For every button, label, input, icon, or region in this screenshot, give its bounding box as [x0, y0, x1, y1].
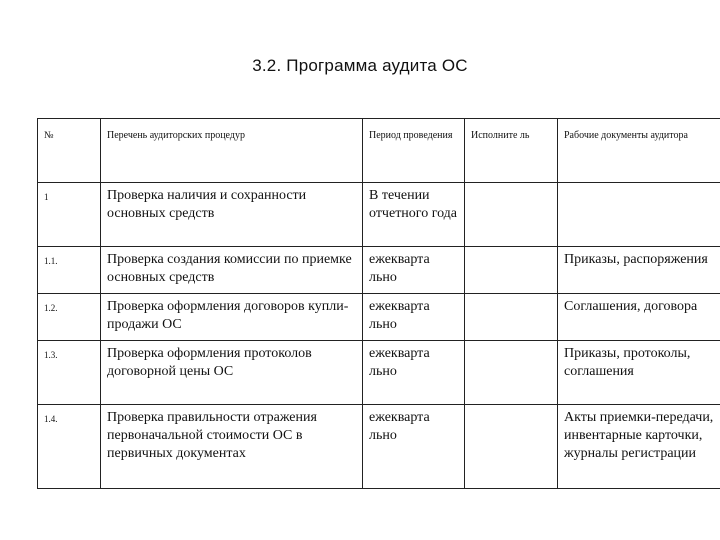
row-executor — [465, 294, 558, 341]
header-number: № — [38, 119, 101, 183]
row-documents: Приказы, распоряжения — [558, 247, 720, 294]
header-executor: Исполните ль — [465, 119, 558, 183]
table-header-row — [38, 119, 720, 183]
row-executor — [465, 405, 558, 489]
row-documents: Соглашения, договора — [558, 294, 720, 341]
row-documents: Приказы, протоколы, соглашения — [558, 341, 720, 405]
row-procedure: Проверка оформления договоров купли-продажи ОС — [101, 294, 363, 341]
table-row — [38, 294, 720, 341]
row-procedure: Проверка правильности отражения первоначальной стоимости ОС в первичных документах — [101, 405, 363, 489]
page-title: 3.2. Программа аудита ОС — [252, 56, 468, 75]
row-period: ежекварта льно — [363, 341, 465, 405]
table-row — [38, 405, 720, 489]
row-executor — [465, 183, 558, 247]
row-number: 1 — [38, 183, 101, 247]
row-procedure: Проверка создания комиссии по приемке основных средств — [101, 247, 363, 294]
row-executor — [465, 341, 558, 405]
row-number: 1.2. — [38, 294, 101, 341]
row-procedure: Проверка наличия и сохранности основных средств — [101, 183, 363, 247]
header-documents: Рабочие документы аудитора — [558, 119, 720, 183]
row-period: ежекварта льно — [363, 294, 465, 341]
row-period: ежекварта льно — [363, 247, 465, 294]
row-number: 1.1. — [38, 247, 101, 294]
table-row — [38, 341, 720, 405]
table-row — [38, 183, 720, 247]
table-row — [38, 247, 720, 294]
audit-program-table — [37, 118, 720, 489]
row-procedure: Проверка оформления протоколов договорной цены ОС — [101, 341, 363, 405]
row-period: ежекварта льно — [363, 405, 465, 489]
row-executor — [465, 247, 558, 294]
row-number: 1.3. — [38, 341, 101, 405]
header-period: Период проведения — [363, 119, 465, 183]
header-procedures: Перечень аудиторских процедур — [101, 119, 363, 183]
row-documents — [558, 183, 720, 247]
row-number: 1.4. — [38, 405, 101, 489]
row-period: В течении отчетного года — [363, 183, 465, 247]
row-documents: Акты приемки-передачи, инвентарные карточки, журналы регистрации — [558, 405, 720, 489]
